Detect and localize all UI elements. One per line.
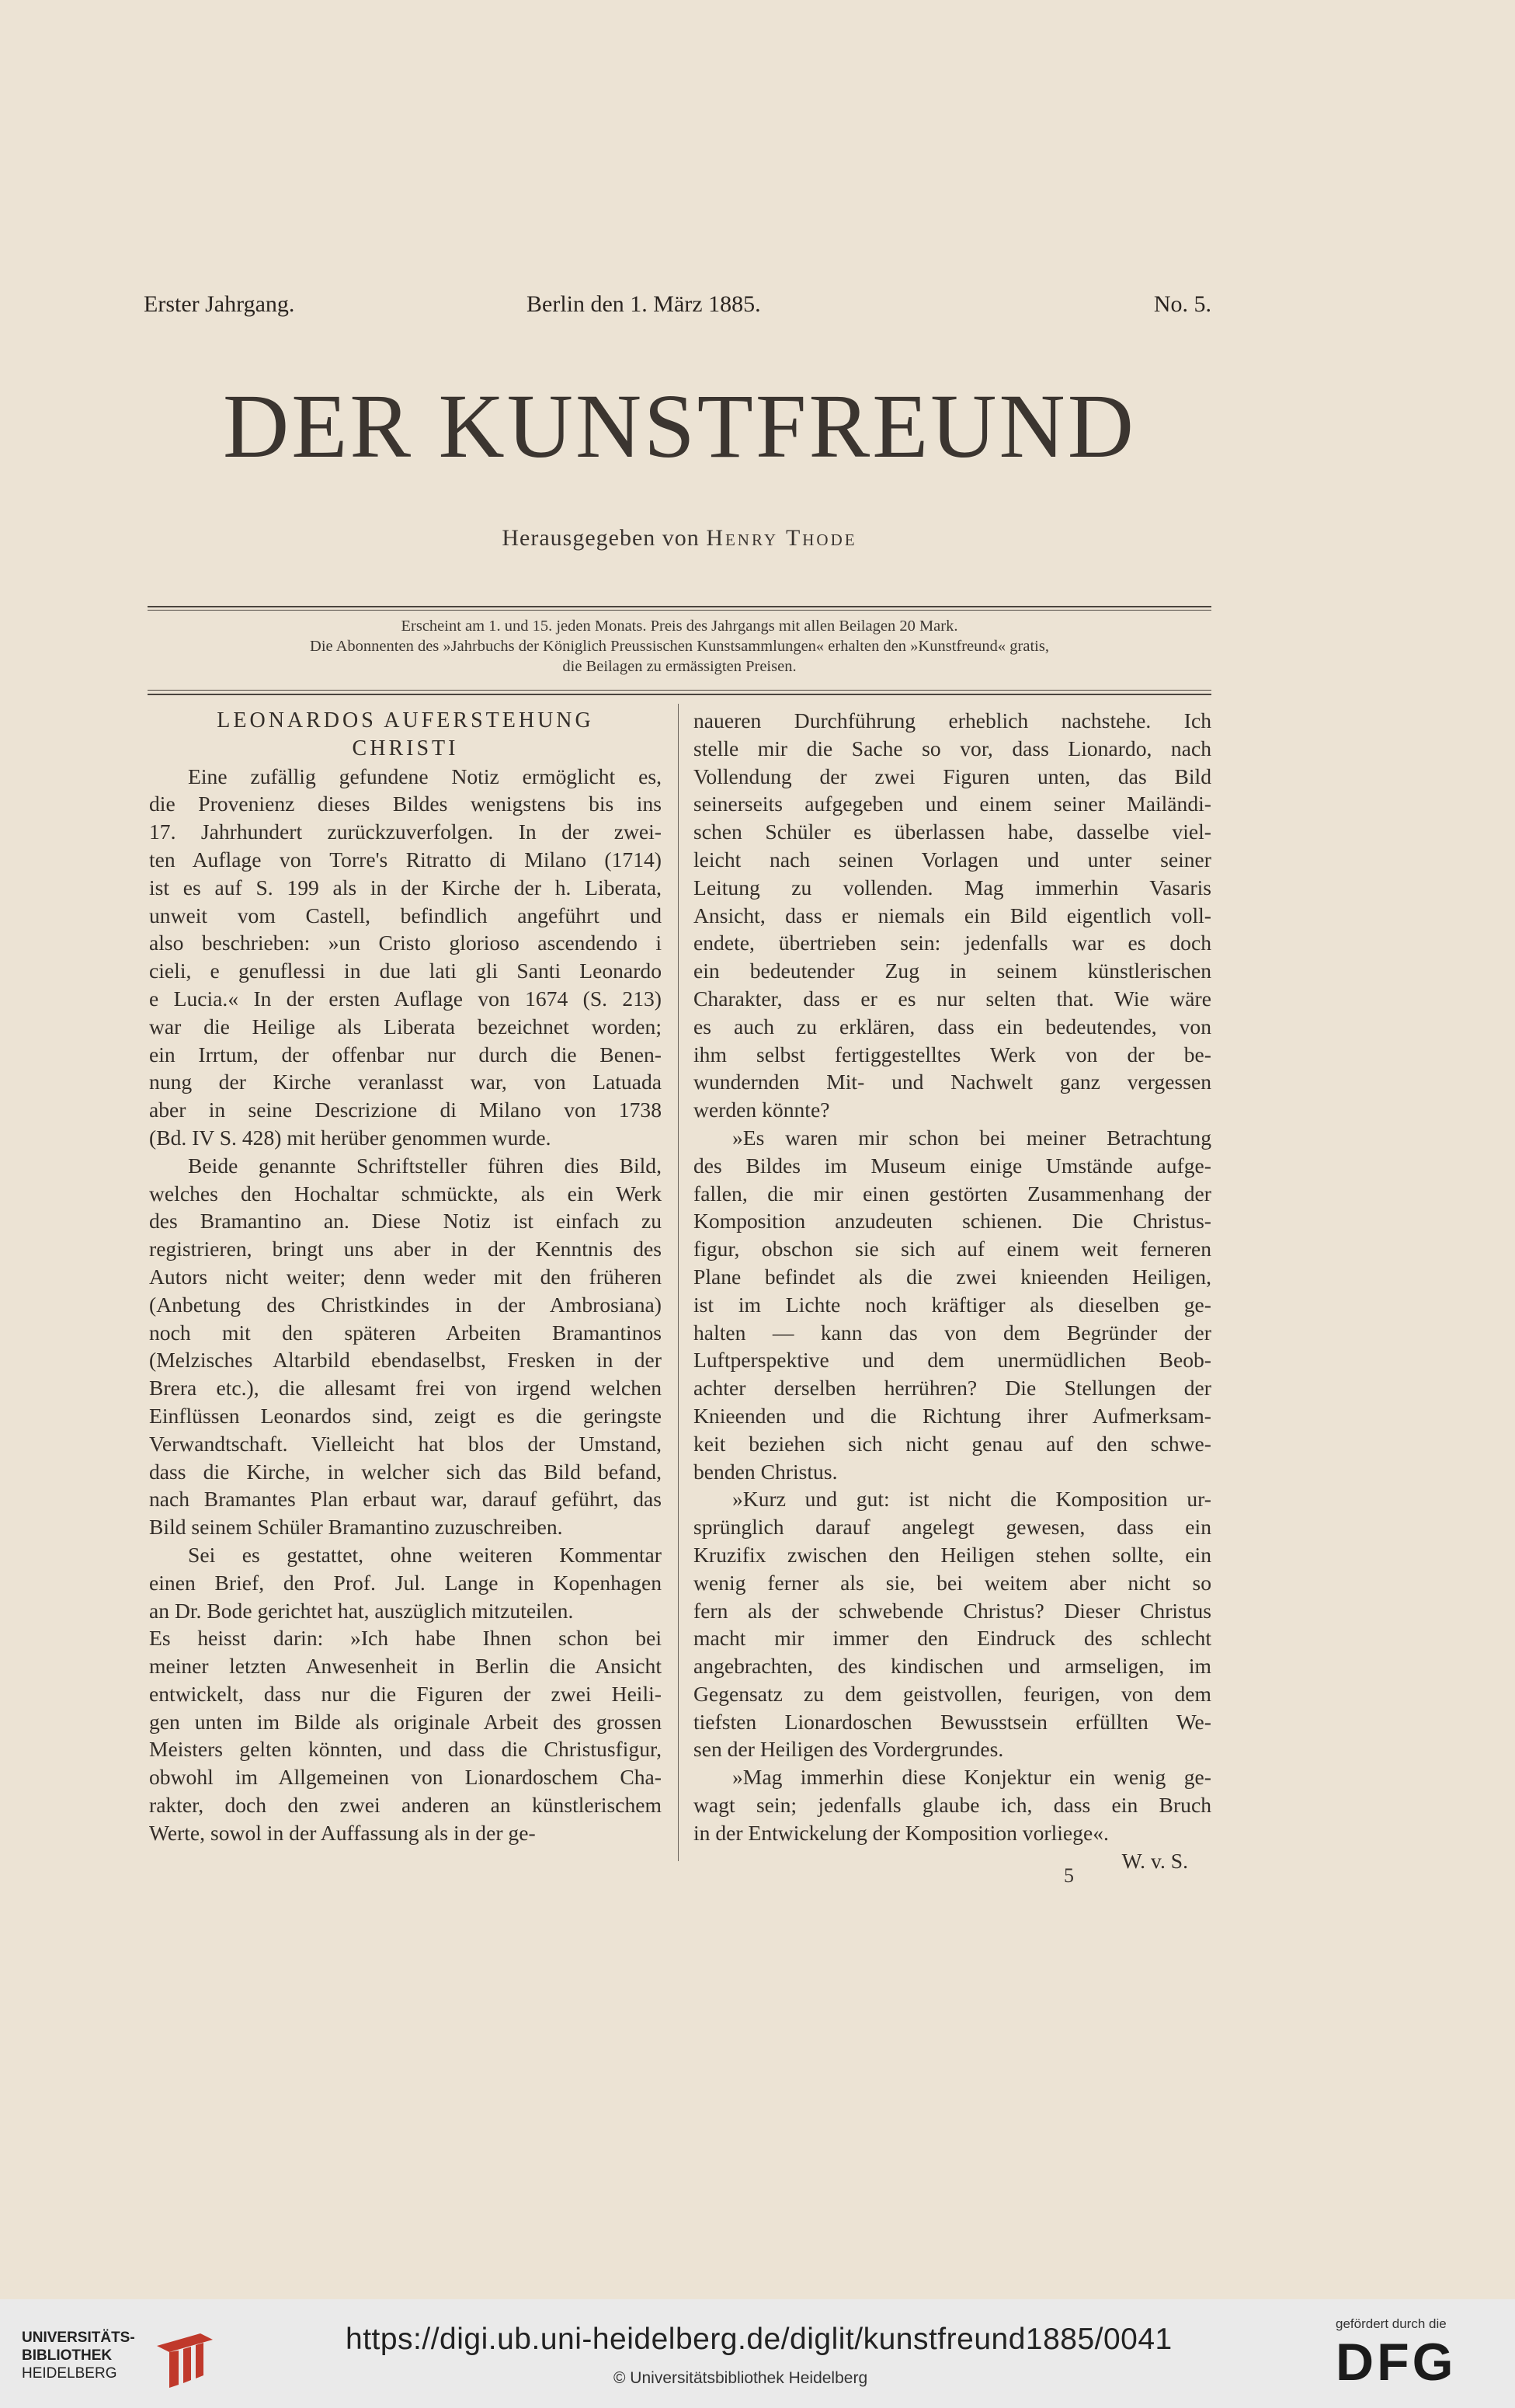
text-line: angebrachten, des kindischen und armseligen, im (693, 1654, 1211, 1679)
text-line: dass die Kirche, in welcher sich das Bild befand, (149, 1459, 662, 1484)
text-line: ihm selbst fertiggestelltes Werk von der be- (693, 1042, 1211, 1067)
editor-prefix: Herausgegeben von (502, 525, 700, 551)
text-line: tiefsten Lionardoschen Bewusstsein erfüllten We- (693, 1709, 1211, 1734)
text-line: Komposition anzudeuten schienen. Die Christus- (693, 1209, 1211, 1234)
text-line: nung der Kirche veranlasst war, von Latuada (149, 1070, 662, 1094)
text-line: Charakter, dass er es nur selten that. Wie wäre (693, 986, 1211, 1011)
text-line: figur, obschon sie sich auf einem weit ferneren (693, 1237, 1211, 1261)
text-line: Brera etc.), die allesamt frei von irgend welchen (149, 1376, 662, 1401)
text-line: (Anbetung des Christkindes in der Ambrosiana) (149, 1292, 662, 1317)
text-line: Ansicht, dass er niemals ein Bild eigentlich voll- (693, 903, 1211, 927)
text-line: die Provenienz dieses Bildes wenigstens bis ins (149, 792, 662, 816)
text-line: »Kurz und gut: ist nicht die Komposition ur- (732, 1487, 1211, 1512)
author-signature: W. v. S. (1121, 1848, 1188, 1873)
dfg-logo-icon[interactable] (1336, 2333, 1483, 2388)
article-column-right (693, 707, 1211, 1874)
text-line: 17. Jahrhundert zurückzuverfolgen. In der zwei- (149, 819, 662, 844)
text-line: Knieenden und die Richtung ihrer Aufmerksam- (693, 1403, 1211, 1428)
text-line: Plane befindet als die zwei knieenden Heiligen, (693, 1264, 1211, 1289)
article-column-left (149, 707, 662, 1847)
text-line: des Bildes im Museum einige Umstände aufge- (693, 1153, 1211, 1178)
text-line: Verwandtschaft. Vielleicht hat blos der Umstand, (149, 1431, 662, 1456)
bottom-rule-inner (148, 690, 1211, 691)
text-line: des Bramantino an. Diese Notiz ist einfach zu (149, 1209, 662, 1234)
funding-note: gefördert durch die (1336, 2316, 1447, 2331)
page-number: 5 (1064, 1864, 1074, 1887)
bottom-rule (148, 694, 1211, 695)
text-line: registrieren, bringt uns aber in der Kenntnis des (149, 1237, 662, 1261)
text-line: ist im Lichte noch kräftiger als dieselben ge- (693, 1292, 1211, 1317)
text-line: Luftperspektive und dem unermüdlichen Beob- (693, 1348, 1211, 1373)
text-line: obwohl im Allgemeinen von Lionardoschem Cha- (149, 1765, 662, 1790)
text-line: Werte, sowol in der Auffassung als in der ge- (149, 1820, 536, 1845)
text-line: an Dr. Bode gerichtet hat, auszüglich mitzuteilen. (149, 1598, 574, 1623)
permalink[interactable]: https://digi.ub.uni-heidelberg.de/diglit/kunstfreund1885/0041 (346, 2323, 1173, 2356)
text-line: meiner letzten Anwesenheit in Berlin die Ansicht (149, 1654, 662, 1679)
text-line: Einflüssen Leonardos sind, zeigt es die geringste (149, 1403, 662, 1428)
text-line: Kruzifix zwischen den Heiligen stehen sollte, ein (693, 1542, 1211, 1567)
text-line: (Bd. IV S. 428) mit herüber genommen wurde. (149, 1125, 551, 1150)
text-line: cieli, e genuflessi in due lati gli Santi Leonardo (149, 959, 662, 983)
text-line: stelle mir die Sache so vor, dass Lionardo, nach (693, 736, 1211, 760)
text-line: aber in seine Descrizione di Milano von 1738 (149, 1098, 662, 1122)
text-line: (Melzisches Altarbild ebendaselbst, Fresken in der (149, 1348, 662, 1373)
text-line: leicht nach seinen Vorlagen und unter seiner (693, 847, 1211, 872)
text-line: also beschrieben: »un Cristo glorioso ascendendo i (149, 931, 662, 955)
text-line: war die Heilige als Liberata bezeichnet worden; (149, 1014, 662, 1039)
subscription-notice (148, 616, 1211, 677)
masthead-title: DER KUNSTFREUND (223, 375, 1136, 477)
editor-line (148, 525, 1211, 552)
text-line: Es heisst darin: »Ich habe Ihnen schon bei (149, 1626, 662, 1651)
library-emblem-icon (152, 2329, 219, 2389)
top-rule-inner (148, 610, 1211, 611)
text-line: achter derselben herrühren? Die Stellungen der (693, 1376, 1211, 1401)
text-line: e Lucia.« In der ersten Auflage von 1674 (S. 213) (149, 986, 662, 1011)
text-line: wundernden Mit- und Nachwelt ganz vergessen (693, 1070, 1211, 1094)
text-line: Beide genannte Schriftsteller führen dies Bild, (188, 1153, 662, 1178)
text-line: ten Auflage von Torre's Ritratto di Milano (1714) (149, 847, 662, 872)
digitization-footer (0, 2299, 1515, 2408)
issue-date: Berlin den 1. März 1885. (526, 291, 761, 317)
text-line: schen Schüler es überlassen habe, dasselbe viel- (693, 819, 1211, 844)
text-line: noch mit den späteren Arbeiten Bramantinos (149, 1320, 662, 1345)
notice-line: Die Abonnenten des »Jahrbuchs der Königlich Preussischen Kunstsammlungen« erhalten den »Kunstfreund« gratis, (310, 638, 1049, 655)
article-title: CHRISTI (352, 736, 459, 760)
text-line: Sei es gestattet, ohne weiteren Kommentar (188, 1542, 662, 1567)
copyright-notice: © Universitätsbibliothek Heidelberg (613, 2369, 868, 2387)
text-line: halten — kann das von dem Begründer der (693, 1320, 1211, 1345)
text-line: es auch zu erklären, dass ein bedeutendes, von (693, 1014, 1211, 1039)
text-line: Bild seinem Schüler Bramantino zuzuschreiben. (149, 1515, 563, 1540)
notice-line: Erscheint am 1. und 15. jeden Monats. Preis des Jahrgangs mit allen Beilagen 20 Mark. (401, 618, 958, 635)
text-line: »Es waren mir schon bei meiner Betrachtung (732, 1125, 1211, 1150)
text-line: ein Irrtum, der offenbar nur durch die Benen- (149, 1042, 662, 1067)
volume-label: Erster Jahrgang. (144, 291, 295, 317)
issue-number: No. 5. (1153, 291, 1211, 317)
text-line: benden Christus. (693, 1459, 838, 1484)
text-line: gen unten im Bilde als originale Arbeit des grossen (149, 1709, 662, 1734)
text-line: welches den Hochaltar schmückte, als ein Werk (149, 1181, 662, 1206)
text-line: seinerseits aufgegeben und einem seiner Mailändi- (693, 792, 1211, 816)
text-line: Gegensatz zu dem geistvollen, feurigen, von dem (693, 1681, 1211, 1706)
funder-name: DFG (1336, 2333, 1457, 2388)
text-line: wagt sein; jedenfalls glaube ich, dass ein Bruch (693, 1793, 1211, 1818)
text-line: naueren Durchführung erheblich nachstehe. Ich (693, 708, 1211, 732)
text-line: endete, übertrieben sein: jedenfalls war es doch (693, 931, 1211, 955)
text-line: macht mir immer den Eindruck des schlecht (693, 1626, 1211, 1651)
text-line: sprünglich darauf angelegt gewesen, dass ein (693, 1515, 1211, 1540)
text-line: Leitung zu vollenden. Mag immerhin Vasaris (693, 875, 1211, 900)
text-line: Vollendung der zwei Figuren unten, das Bild (693, 764, 1211, 788)
text-line: ein bedeutender Zug in seinem künstlerischen (693, 959, 1211, 983)
text-line: Eine zufällig gefundene Notiz ermöglicht es, (188, 764, 662, 788)
text-line: fern als der schwebende Christus? Dieser Christus (693, 1598, 1211, 1623)
funder-block (1336, 2316, 1499, 2392)
text-line: sen der Heiligen des Vordergrundes. (693, 1737, 1004, 1762)
text-line: »Mag immerhin diese Konjektur ein wenig ge- (732, 1765, 1211, 1790)
article-title: LEONARDOS AUFERSTEHUNG (217, 708, 594, 732)
text-line: entwickelt, dass nur die Figuren der zwei Heili- (149, 1681, 662, 1706)
text-line: keit beziehen sich nicht genau auf den schwe- (693, 1431, 1211, 1456)
text-line: wenig ferner als sie, bei weitem aber nicht so (693, 1570, 1211, 1595)
notice-line: die Beilagen zu ermässigten Preisen. (562, 658, 797, 675)
text-line: in der Entwickelung der Komposition vorliege«. (693, 1820, 1109, 1845)
text-line: Autors nicht weiter; denn weder mit den früheren (149, 1264, 662, 1289)
text-line: einen Brief, den Prof. Jul. Lange in Kopenhagen (149, 1570, 662, 1595)
column-divider (678, 704, 679, 1861)
library-name: UNIVERSITÄTS- BIBLIOTHEK HEIDELBERG (22, 2330, 135, 2382)
top-rule (148, 606, 1211, 607)
text-line: werden könnte? (693, 1098, 830, 1122)
text-line: fallen, die mir einen gestörten Zusammenhang der (693, 1181, 1211, 1206)
text-line: ist es auf S. 199 als in der Kirche der h. Liberata, (149, 875, 662, 900)
text-line: Meisters gelten könnten, und dass die Christusfigur, (149, 1737, 662, 1762)
editor-name: Henry Thode (706, 525, 857, 551)
text-line: nach Bramantes Plan erbaut war, darauf geführt, das (149, 1487, 662, 1512)
text-line: unweit vom Castell, befindlich angeführt und (149, 903, 662, 927)
text-line: rakter, doch den zwei anderen an künstlerischem (149, 1793, 662, 1818)
library-logo[interactable] (22, 2329, 216, 2391)
